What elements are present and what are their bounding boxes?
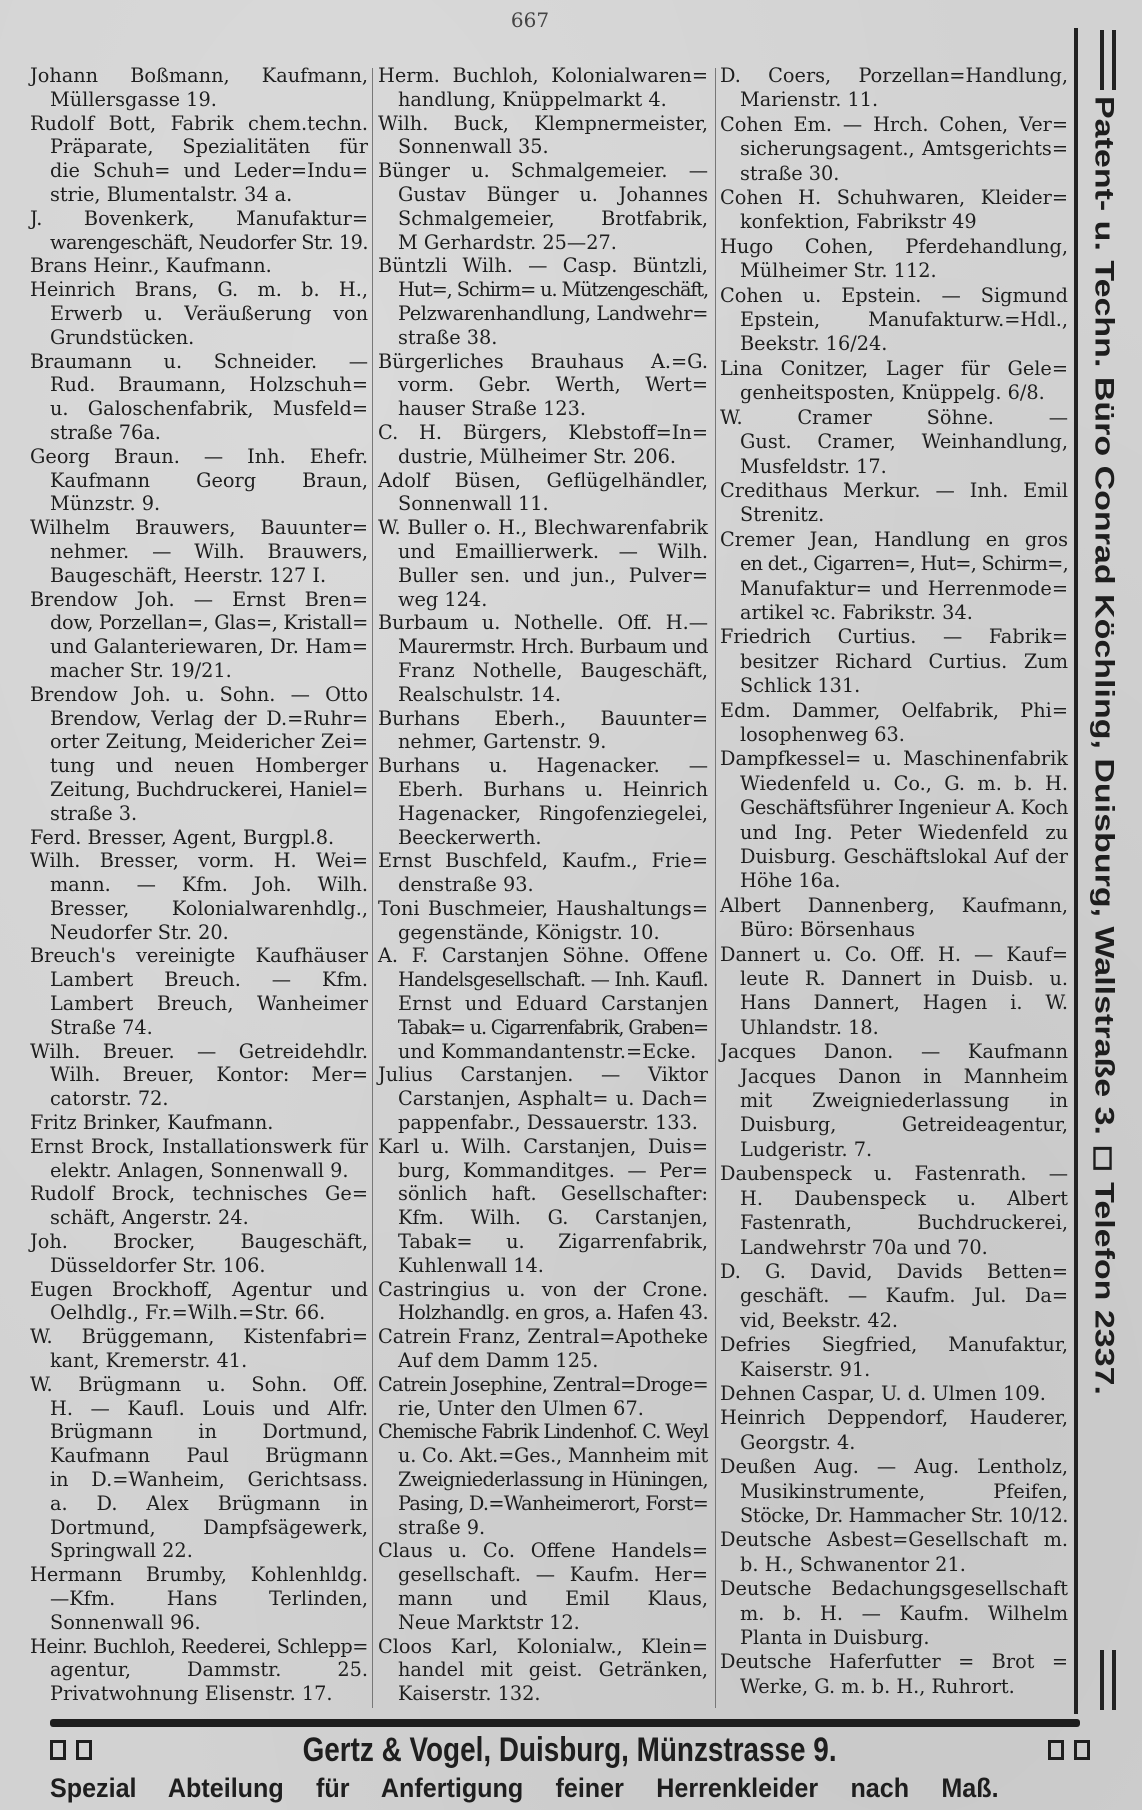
entry-detail-line: Handelsgesellschaft. — Inh. Kaufl.	[397, 968, 708, 992]
directory-entry	[720, 699, 1068, 748]
entry-detail-line: in D.=Wanheim, Gerichtsass.	[50, 1468, 368, 1492]
entry-detail-line: Carstanjen, Asphalt= u. Dach=	[398, 1087, 708, 1111]
frame-rule	[1074, 28, 1078, 1714]
entry-name-line: Defries Siegfried, Manufaktur,	[720, 1333, 1068, 1357]
entry-name-line: Herm. Buchloh, Kolonialwaren=	[378, 64, 708, 87]
entry-detail-line: und Kommandantenstr.=Ecke.	[398, 1039, 697, 1063]
directory-entry	[30, 826, 368, 850]
directory-entry	[378, 469, 708, 517]
entry-name-line: Ernst Buschfeld, Kaufm., Frie=	[378, 849, 708, 873]
entry-detail-line: Hans Dannert, Hagen i. W.	[740, 991, 1068, 1015]
entry-detail-line: b. H., Schwanentor 21.	[740, 1552, 966, 1576]
entry-detail-line: Tabak= u. Cigarrenfabrik, Graben=	[397, 1015, 708, 1039]
entry-detail-line: elektr. Anlagen, Sonnenwall 9.	[50, 1158, 349, 1182]
entry-detail-line: und Galanteriewaren, Dr. Ham=	[50, 635, 368, 659]
entry-detail-line: sicherungsagent., Amtsgerichts=	[740, 137, 1068, 161]
entry-name-line: Wilh. Breuer. — Getreidehdlr.	[30, 1039, 368, 1063]
column-divider	[372, 68, 373, 1708]
directory-entry	[30, 1325, 368, 1373]
entry-detail-line: Rud. Braumann, Holzschuh=	[50, 373, 368, 397]
directory-entry	[378, 112, 708, 160]
entry-detail-line: Musikinstrumente, Pfeifen,	[740, 1479, 1068, 1503]
entry-name-line: Heinr. Buchloh, Reederei, Schlepp=	[30, 1634, 368, 1658]
entry-detail-line: besitzer Richard Curtius. Zum	[740, 649, 1068, 673]
entry-detail-line: Mülheimer Str. 112.	[740, 259, 937, 283]
directory-entry	[378, 64, 708, 112]
directory-column-1	[30, 64, 368, 1706]
entry-detail-line: Dortmund, Dampfsägewerk,	[50, 1515, 368, 1539]
entry-name-line: W. Cramer Söhne. —	[720, 405, 1068, 429]
directory-entry	[720, 894, 1068, 943]
entry-name-line: Castringius u. von der Crone.	[378, 1277, 708, 1301]
directory-entry	[378, 707, 708, 755]
entry-detail-line: Kaufmann Paul Brügmann	[50, 1444, 368, 1468]
directory-entry	[720, 1333, 1068, 1382]
directory-entry	[720, 1040, 1068, 1162]
entry-detail-line: Duisburg. Geschäftslokal Auf der	[740, 845, 1068, 868]
entry-detail-line: Hut=, Schirm= u. Mützengeschäft,	[398, 278, 708, 302]
directory-entry	[378, 516, 708, 611]
entry-detail-line: H. Daubenspeck u. Albert	[740, 1186, 1068, 1210]
entry-name-line: Claus u. Co. Offene Handels=	[378, 1539, 708, 1563]
entry-detail-line: nehmer. — Wilh. Brauwers,	[50, 539, 368, 563]
directory-entry	[30, 278, 368, 349]
entry-detail-line: Maurermstr. Hrch. Burbaum und	[398, 635, 708, 659]
directory-entry	[30, 445, 368, 516]
entry-detail-line: nehmer, Gartenstr. 9.	[398, 730, 607, 754]
entry-detail-line: Sonnenwall 96.	[50, 1610, 201, 1634]
entry-name-line: Joh. Brocker, Baugeschäft,	[30, 1230, 368, 1254]
entry-detail-line: mann. — Kfm. Joh. Wilh.	[50, 873, 368, 897]
entry-name-line: Heinrich Brans, G. m. b. H.,	[30, 278, 368, 302]
entry-detail-line: tung und neuen Homberger	[50, 754, 368, 778]
entry-detail-line: Manufaktur= und Herrenmode=	[740, 576, 1068, 600]
entry-detail-line: schäft, Angerstr. 24.	[50, 1206, 249, 1230]
directory-entry	[720, 479, 1068, 528]
entry-detail-line: warengeschäft, Neudorfer Str. 19.	[50, 230, 368, 254]
entry-name-line: Bürgerliches Brauhaus A.=G.	[378, 349, 708, 373]
entry-detail-line: Büro: Börsenhaus	[740, 918, 915, 942]
entry-detail-line: sönlich haft. Gesellschafter:	[398, 1182, 708, 1206]
directory-entry	[720, 406, 1068, 479]
advertisement-headline-row	[50, 1730, 1090, 1770]
entry-detail-line: Müllersgasse 19.	[50, 87, 217, 111]
entry-name-line: Hugo Cohen, Pferdehandlung,	[720, 234, 1068, 258]
directory-entry	[720, 1260, 1068, 1333]
entry-detail-line: Landwehrstr 70a und 70.	[740, 1235, 988, 1259]
entry-name-line: W. Brügmann u. Sohn. Off.	[30, 1372, 368, 1396]
entry-detail-line: Holzhandlg. en gros, a. Hafen 43.	[398, 1301, 708, 1325]
entry-detail-line: Pelzwarenhandlung, Landwehr=	[398, 301, 708, 325]
entry-detail-line: Oelhdlg., Fr.=Wilh.=Str. 66.	[50, 1301, 326, 1325]
entry-name-line: Braumann u. Schneider. —	[30, 349, 368, 373]
entry-name-line: Burbaum u. Nothelle. Off. H.—	[378, 611, 708, 635]
entry-detail-line: Sonnenwall 11.	[398, 492, 549, 516]
entry-detail-line: Buller sen. und jun., Pulver=	[398, 563, 708, 587]
directory-entry	[30, 1111, 368, 1135]
entry-name-line: Friedrich Curtius. — Fabrik=	[720, 625, 1068, 649]
entry-name-line: J. Bovenkerk, Manufaktur=	[30, 206, 368, 230]
directory-entry	[30, 1278, 368, 1326]
directory-entry	[720, 625, 1068, 698]
entry-name-line: Wilh. Buck, Klempnermeister,	[378, 111, 708, 135]
entry-detail-line: losophenweg 63.	[740, 722, 905, 746]
entry-detail-line: Münzstr. 9.	[50, 492, 161, 516]
entry-detail-line: Marienstr. 11.	[740, 88, 879, 112]
entry-detail-line: geschäft. — Kaufm. Jul. Da=	[740, 1284, 1068, 1308]
entry-detail-line: gegenstände, Königstr. 10.	[398, 920, 660, 944]
entry-detail-line: und Ing. Peter Wiedenfeld zu	[740, 820, 1068, 844]
entry-detail-line: Geschäftsführer Ingenieur A. Koch	[740, 796, 1068, 820]
entry-name-line: Daubenspeck u. Fastenrath. —	[720, 1162, 1068, 1186]
directory-entry	[30, 1230, 368, 1278]
side-banner-advertisement: Patent- u. Techn. Büro Conrad Köchling, Duisburg, Wallstraße 3. ◻ Telefon 2337.	[1089, 96, 1120, 1395]
directory-entry	[30, 64, 368, 112]
directory-entry	[378, 1539, 708, 1634]
entry-detail-line: Werke, G. m. b. H., Ruhrort.	[740, 1674, 1015, 1698]
directory-entry	[720, 1455, 1068, 1528]
directory-entry	[378, 1373, 708, 1421]
entry-name-line: Fritz Brinker, Kaufmann.	[30, 1111, 274, 1135]
directory-entry	[378, 1325, 708, 1373]
directory-entry	[720, 1162, 1068, 1260]
entry-detail-line: Ludgeristr. 7.	[740, 1137, 873, 1161]
entry-name-line: Hermann Brumby, Kohlenhldg.	[30, 1563, 368, 1587]
entry-detail-line: Straße 74.	[50, 1015, 153, 1039]
directory-entry	[30, 1635, 368, 1706]
entry-detail-line: Kuhlenwall 14.	[398, 1253, 544, 1277]
entry-detail-line: Springwall 22.	[50, 1539, 193, 1563]
directory-entry	[30, 1040, 368, 1111]
entry-detail-line: Schlick 131.	[740, 674, 861, 698]
entry-detail-line: Erwerb u. Veräußerung von	[50, 301, 368, 325]
entry-name-line: Catrein Josephine, Zentral=Droge=	[378, 1372, 708, 1396]
entry-name-line: Deutsche Haferfutter = Brot =	[720, 1650, 1068, 1674]
directory-entry	[30, 350, 368, 445]
directory-entry	[378, 1635, 708, 1706]
entry-detail-line: handel mit geist. Getränken,	[398, 1658, 708, 1682]
entry-detail-line: Hagenacker, Ringofenziegelei,	[398, 801, 708, 825]
entry-name-line: Rudolf Brock, technisches Ge=	[30, 1182, 368, 1206]
entry-name-line: Adolf Büsen, Geflügelhändler,	[378, 468, 708, 492]
entry-detail-line: kant, Kremerstr. 41.	[50, 1349, 248, 1373]
entry-detail-line: Brendow, Verlag der D.=Ruhr=	[50, 706, 368, 730]
entry-name-line: Wilhelm Brauwers, Bauunter=	[30, 516, 368, 540]
entry-detail-line: Zeitung, Buchdruckerei, Haniel=	[50, 777, 368, 801]
entry-detail-line: Brügmann in Dortmund,	[50, 1420, 368, 1444]
entry-detail-line: Strenitz.	[740, 503, 825, 527]
directory-entry	[30, 1135, 368, 1183]
entry-detail-line: Eberh. Burhans u. Heinrich	[398, 777, 708, 801]
directory-entry	[720, 64, 1068, 113]
entry-detail-line: Planta in Duisburg.	[740, 1626, 930, 1649]
directory-entry	[378, 350, 708, 421]
directory-entry	[378, 611, 708, 706]
entry-detail-line: m. b. H. — Kaufm. Wilhelm	[740, 1601, 1068, 1625]
entry-detail-line: catorstr. 72.	[50, 1087, 169, 1111]
entry-detail-line: vorm. Gebr. Werth, Wert=	[398, 373, 708, 397]
entry-detail-line: Gustav Bünger u. Johannes	[398, 182, 708, 206]
entry-detail-line: genheitsposten, Knüppelg. 6/8.	[740, 381, 1045, 405]
directory-entry	[720, 1406, 1068, 1455]
entry-detail-line: Georgstr. 4.	[740, 1430, 856, 1454]
entry-detail-line: straße 9.	[398, 1515, 486, 1539]
entry-detail-line: leute R. Dannert in Duisb. u.	[740, 967, 1068, 991]
entry-name-line: D. G. David, Davids Betten=	[720, 1259, 1068, 1283]
directory-entry	[720, 528, 1068, 626]
directory-entry	[378, 897, 708, 945]
entry-detail-line: Düsseldorfer Str. 106.	[50, 1253, 266, 1277]
entry-detail-line: Präparate, Spezialitäten für	[50, 135, 368, 159]
entry-name-line: Deutsche Bedachungsgesellschaft	[720, 1577, 1068, 1601]
entry-name-line: Dannert u. Co. Off. H. — Kauf=	[720, 942, 1068, 966]
entry-detail-line: konfektion, Fabrikstr 49	[740, 210, 977, 234]
directory-entry	[378, 1278, 708, 1326]
box-ornament-left	[50, 1740, 92, 1760]
directory-entry	[720, 235, 1068, 284]
entry-detail-line: dow, Porzellan=, Glas=, Kristall=	[50, 611, 368, 635]
square-ornament-icon	[1048, 1740, 1064, 1760]
entry-name-line: Rudolf Bott, Fabrik chem.techn.	[30, 111, 368, 135]
directory-entry	[720, 1577, 1068, 1650]
entry-detail-line: straße 30.	[740, 161, 840, 185]
entry-detail-line: vid, Beekstr. 42.	[740, 1308, 898, 1332]
entry-detail-line: H. — Kaufl. Louis und Alfr.	[50, 1396, 368, 1420]
entry-detail-line: rie, Unter den Ulmen 67.	[398, 1396, 644, 1420]
entry-detail-line: straße 38.	[398, 325, 498, 349]
entry-name-line: W. Brüggemann, Kistenfabri=	[30, 1325, 368, 1349]
directory-entry	[720, 186, 1068, 235]
entry-name-line: A. F. Carstanjen Söhne. Offene	[378, 944, 708, 968]
directory-entry	[720, 747, 1068, 893]
directory-entry	[378, 421, 708, 469]
entry-detail-line: Duisburg, Getreideagentur,	[740, 1113, 1068, 1137]
directory-entry	[720, 284, 1068, 357]
entry-detail-line: Tabak= u. Zigarrenfabrik,	[398, 1230, 708, 1254]
entry-detail-line: Kfm. Wilh. G. Carstanjen,	[398, 1206, 708, 1230]
entry-name-line: Ferd. Bresser, Agent, Burgpl.8.	[30, 825, 335, 849]
directory-entry	[378, 1135, 708, 1278]
directory-entry	[30, 1373, 368, 1563]
entry-detail-line: Beeckerwerth.	[398, 825, 542, 849]
entry-detail-line: Baugeschäft, Heerstr. 127 I.	[50, 563, 327, 587]
entry-detail-line: Wiedenfeld u. Co., G. m. b. H.	[740, 771, 1068, 795]
entry-detail-line: en det., Cigarren=, Hut=, Schirm=,	[740, 552, 1068, 576]
square-ornament-icon	[50, 1740, 66, 1760]
entry-detail-line: Kaiserstr. 132.	[398, 1682, 541, 1706]
entry-detail-line: Neudorfer Str. 20.	[50, 920, 229, 944]
entry-name-line: Jacques Danon. — Kaufmann	[720, 1040, 1068, 1064]
entry-name-line: Toni Buschmeier, Haushaltungs=	[378, 896, 708, 920]
entry-name-line: Karl u. Wilh. Carstanjen, Duis=	[378, 1134, 708, 1158]
entry-name-line: Breuch's vereinigte Kaufhäuser	[30, 944, 368, 968]
entry-detail-line: Fastenrath, Buchdruckerei,	[740, 1211, 1068, 1235]
entry-detail-line: handlung, Knüppelmarkt 4.	[398, 87, 667, 111]
square-ornament-icon	[1074, 1740, 1090, 1760]
entry-detail-line: macher Str. 19/21.	[50, 658, 232, 682]
entry-name-line: Eugen Brockhoff, Agentur und	[30, 1277, 368, 1301]
directory-entry	[720, 1382, 1068, 1406]
entry-name-line: Cremer Jean, Handlung en gros	[720, 527, 1068, 551]
entry-name-line: Credithaus Merkur. — Inh. Emil	[720, 478, 1068, 502]
directory-entry	[30, 588, 368, 683]
entry-name-line: Wilh. Bresser, vorm. H. Wei=	[30, 849, 368, 873]
entry-detail-line: Musfeldstr. 17.	[740, 454, 887, 478]
directory-entry	[30, 112, 368, 207]
entry-detail-line: straße 76a.	[50, 420, 161, 444]
bottom-rule	[50, 1719, 1080, 1727]
entry-name-line: W. Buller o. H., Blechwarenfabrik	[378, 516, 708, 540]
entry-name-line: Chemische Fabrik Lindenhof. C. Weyl	[378, 1420, 708, 1444]
entry-name-line: Brendow Joh. — Ernst Bren=	[30, 587, 368, 611]
entry-detail-line: Kaufmann Georg Braun,	[50, 468, 368, 492]
entry-name-line: Edm. Dammer, Oelfabrik, Phi=	[720, 698, 1068, 722]
entry-detail-line: Bresser, Kolonialwarenhdlg.,	[50, 896, 368, 920]
entry-detail-line: Kaiserstr. 91.	[740, 1357, 871, 1381]
page-number: 667	[510, 8, 550, 32]
entry-name-line: Brans Heinr., Kaufmann.	[30, 254, 272, 278]
entry-detail-line: M Gerhardstr. 25—27.	[398, 230, 617, 254]
entry-detail-line: Gust. Cramer, Weinhandlung,	[740, 430, 1068, 454]
entry-detail-line: gesellschaft. — Kaufm. Her=	[398, 1563, 708, 1587]
entry-name-line: Cohen Em. — Hrch. Cohen, Ver=	[720, 112, 1068, 136]
entry-name-line: Georg Braun. — Inh. Ehefr.	[30, 444, 368, 468]
entry-detail-line: Neue Marktstr 12.	[398, 1610, 580, 1634]
entry-detail-line: hauser Straße 123.	[398, 397, 587, 421]
entry-name-line: Cohen u. Epstein. — Sigmund	[720, 283, 1068, 307]
advertisement-subline: Spezial Abteilung für Anfertigung feiner Herrenkleider nach Maß.	[50, 1773, 999, 1803]
entry-detail-line: Realschulstr. 14.	[398, 682, 561, 706]
entry-detail-line: Privatwohnung Elisenstr. 17.	[50, 1682, 333, 1706]
entry-name-line: Heinrich Deppendorf, Hauderer,	[720, 1406, 1068, 1430]
entry-detail-line: pappenfabr., Dessauerstr. 133.	[398, 1111, 698, 1135]
banner-double-rule-top	[1100, 30, 1116, 90]
entry-name-line: Johann Boßmann, Kaufmann,	[30, 64, 368, 87]
entry-name-line: D. Coers, Porzellan=Handlung,	[720, 64, 1068, 87]
entry-detail-line: Franz Nothelle, Baugeschäft,	[398, 658, 708, 682]
entry-detail-line: Grundstücken.	[50, 325, 195, 349]
entry-name-line: Julius Carstanjen. — Viktor	[378, 1063, 708, 1087]
directory-entry	[30, 516, 368, 587]
entry-detail-line: straße 3.	[50, 801, 138, 825]
entry-detail-line: mann und Emil Klaus,	[398, 1587, 708, 1610]
entry-name-line: Cloos Karl, Kolonialw., Klein=	[378, 1634, 708, 1658]
entry-detail-line: Pasing, D.=Wanheimerort, Forst=	[398, 1491, 708, 1515]
entry-name-line: Dampfkessel= u. Maschinenfabrik	[720, 747, 1068, 771]
entry-detail-line: orter Zeitung, Meidericher Zei=	[50, 730, 368, 754]
directory-entry	[720, 357, 1068, 406]
entry-detail-line: und Emaillierwerk. — Wilh.	[398, 539, 708, 563]
entry-detail-line: Beekstr. 16/24.	[740, 332, 888, 356]
directory-entry	[378, 944, 708, 1063]
entry-name-line: Cohen H. Schuhwaren, Kleider=	[720, 186, 1068, 210]
directory-entry	[378, 254, 708, 349]
entry-name-line: Burhans Eberh., Bauunter=	[378, 706, 708, 730]
directory-entry	[720, 1528, 1068, 1577]
banner-double-rule-bottom	[1100, 1650, 1116, 1710]
entry-name-line: Catrein Franz, Zentral=Apotheke	[378, 1325, 708, 1349]
entry-detail-line: dustrie, Mülheimer Str. 206.	[398, 444, 677, 468]
entry-detail-line: strie, Blumentalstr. 34 a.	[50, 182, 293, 206]
directory-entry	[30, 1563, 368, 1634]
entry-name-line: Lina Conitzer, Lager für Gele=	[720, 356, 1068, 380]
entry-detail-line: weg 124.	[398, 587, 488, 611]
directory-entry	[378, 754, 708, 849]
entry-detail-line: Lambert Breuch. — Kfm.	[50, 968, 368, 992]
directory-entry	[378, 1063, 708, 1134]
entry-name-line: Büntzli Wilh. — Casp. Büntzli,	[378, 254, 708, 278]
entry-detail-line: Schmalgemeier, Brotfabrik,	[398, 206, 708, 230]
directory-entry	[378, 1420, 708, 1539]
directory-entry	[30, 1182, 368, 1230]
directory-entry	[378, 159, 708, 254]
entry-detail-line: die Schuh= und Leder=Indu=	[50, 159, 368, 183]
directory-entry	[720, 113, 1068, 186]
entry-detail-line: —Kfm. Hans Terlinden,	[50, 1587, 368, 1610]
entry-name-line: Albert Dannenberg, Kaufmann,	[720, 893, 1068, 917]
directory-column-3	[720, 64, 1068, 1699]
entry-detail-line: Zweigniederlassung in Hüningen,	[398, 1468, 708, 1492]
entry-name-line: Deutsche Asbest=Gesellschaft m.	[720, 1528, 1068, 1552]
entry-name-line: C. H. Bürgers, Klebstoff=In=	[378, 420, 708, 444]
entry-detail-line: artikel ꝛc. Fabrikstr. 34.	[740, 600, 973, 624]
entry-detail-line: Sonnenwall 35.	[398, 135, 549, 159]
entry-detail-line: Lambert Breuch, Wanheimer	[50, 992, 368, 1016]
entry-detail-line: Jacques Danon in Mannheim	[740, 1064, 1068, 1088]
directory-column-2	[378, 64, 708, 1706]
advertisement-headline: Gertz & Vogel, Duisburg, Münzstrasse 9.	[303, 1731, 837, 1769]
entry-detail-line: Stöcke, Dr. Hammacher Str. 10/12.	[740, 1503, 1068, 1527]
entry-name-line: Brendow Joh. u. Sohn. — Otto	[30, 682, 368, 706]
entry-name-line: Bünger u. Schmalgemeier. —	[378, 159, 708, 183]
directory-entry	[30, 207, 368, 255]
entry-detail-line: Ernst und Eduard Carstanjen	[398, 992, 708, 1016]
entry-name-line: Dehnen Caspar, U. d. Ulmen 109.	[720, 1381, 1046, 1405]
directory-entry	[720, 1650, 1068, 1699]
column-divider	[715, 68, 716, 1708]
entry-detail-line: u. Co. Akt.=Ges., Mannheim mit	[398, 1444, 708, 1468]
entry-detail-line: agentur, Dammstr. 25.	[50, 1658, 368, 1682]
directory-entry	[30, 254, 368, 278]
entry-detail-line: a. D. Alex Brügmann in	[50, 1491, 368, 1515]
entry-name-line: Burhans u. Hagenacker. —	[378, 754, 708, 778]
entry-detail-line: Wilh. Breuer, Kontor: Mer=	[50, 1063, 368, 1087]
entry-detail-line: u. Galoschenfabrik, Musfeld=	[50, 397, 368, 421]
entry-name-line: Deußen Aug. — Aug. Lentholz,	[720, 1455, 1068, 1479]
directory-entry	[30, 944, 368, 1039]
entry-name-line: Ernst Brock, Installationswerk für	[30, 1134, 368, 1158]
directory-entry	[30, 849, 368, 944]
directory-entry	[378, 849, 708, 897]
entry-detail-line: denstraße 93.	[398, 873, 534, 897]
entry-detail-line: Epstein, Manufakturw.=Hdl.,	[740, 308, 1068, 332]
box-ornament-right	[1048, 1740, 1090, 1760]
directory-entry	[30, 683, 368, 826]
entry-detail-line: Höhe 16a.	[740, 869, 841, 893]
entry-detail-line: burg, Kommanditges. — Per=	[398, 1158, 708, 1182]
entry-detail-line: mit Zweigniederlassung in	[740, 1089, 1068, 1113]
entry-detail-line: Auf dem Damm 125.	[398, 1349, 599, 1373]
entry-detail-line: Uhlandstr. 18.	[740, 1015, 879, 1039]
square-ornament-icon	[76, 1740, 92, 1760]
directory-entry	[720, 943, 1068, 1041]
